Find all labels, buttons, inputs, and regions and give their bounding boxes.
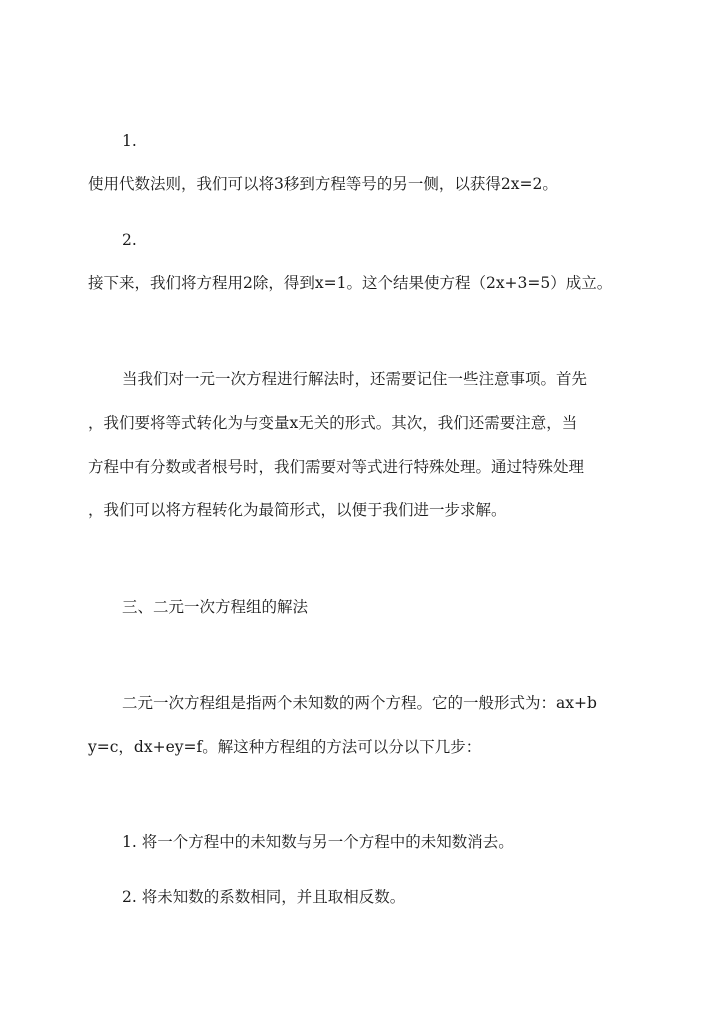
step-1-text: 使用代数法则，我们可以将3移到方程等号的另一侧，以获得2x=2。 xyxy=(88,175,558,193)
notes-paragraph-line: 当我们对一元一次方程进行解法时，还需要记住一些注意事项。首先 xyxy=(122,370,588,388)
intro-paragraph-line: 二元一次方程组是指两个未知数的两个方程。它的一般形式为：ax+b xyxy=(122,694,597,712)
notes-paragraph-line: 方程中有分数或者根号时，我们需要对等式进行特殊处理。通过特殊处理 xyxy=(88,458,585,476)
step-2-marker: 2. xyxy=(122,231,137,249)
step-1-marker: 1. xyxy=(122,132,137,150)
step-2-text: 接下来，我们将方程用2除，得到x=1。这个结果使方程（2x+3=5）成立。 xyxy=(88,274,613,292)
notes-paragraph-line: ，我们可以将方程转化为最简形式，以便于我们进一步求解。 xyxy=(88,501,507,519)
list-item: 1. 将一个方程中的未知数与另一个方程中的未知数消去。 xyxy=(122,833,514,851)
notes-paragraph-line: ，我们要将等式转化为与变量x无关的形式。其次，我们还需要注意，当 xyxy=(88,414,578,432)
list-item: 2. 将未知数的系数相同，并且取相反数。 xyxy=(122,888,406,906)
intro-paragraph-line: y=c，dx+ey=f。解这种方程组的方法可以分以下几步： xyxy=(88,738,482,756)
section-heading: 三、二元一次方程组的解法 xyxy=(122,598,309,616)
